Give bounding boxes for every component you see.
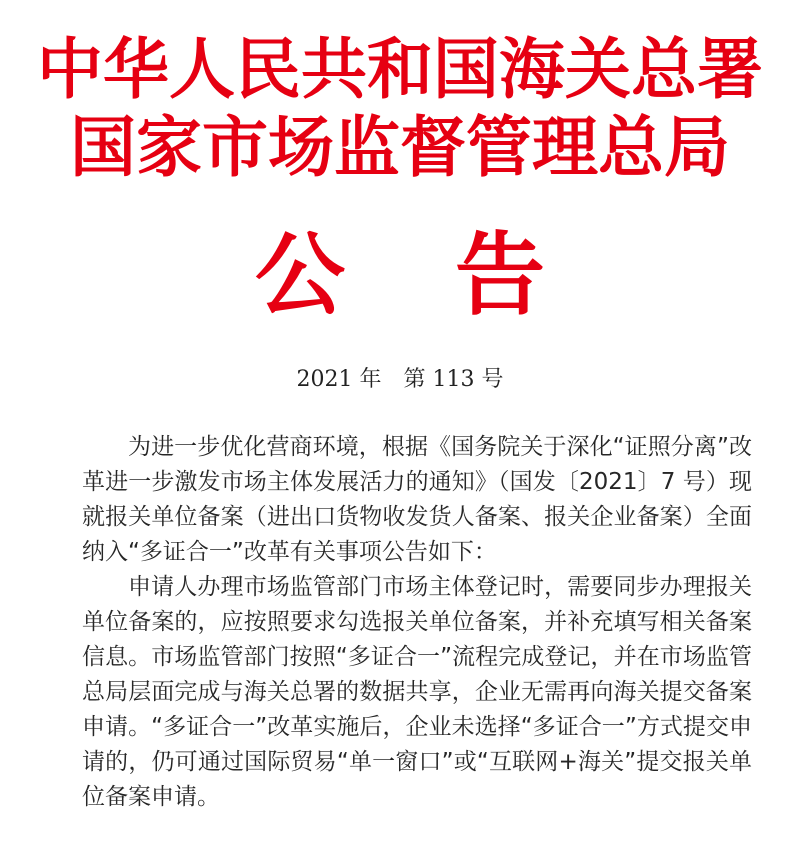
paragraph-intro: 为进一步优化营商环境，根据《国务院关于深化“证照分离”改革进一步激发市场主体发展活力的通知》（国发〔2021〕7 号）现就报关单位备案（进出口货物收发货人备案、报关企业备案）全面纳入“多证合一”改革有关事项公告如下： xyxy=(82,434,752,565)
issuer-market-regulation: 国家市场监督管理总局 xyxy=(70,109,730,186)
document-title: 公告 xyxy=(255,223,655,328)
paragraph-procedure: 申请人办理市场监管部门市场主体登记时，需要同步办理报关单位备案的，应按照要求勾选报关单位备案，并补充填写相关备案信息。市场监管部门按照“多证合一”流程完成登记，并在市场监管总局层面完成与海关总署的数据共享，企业无需再向海关提交备案申请。“多证合一”改革实施后，企业未选择“多证合一”方式提交申请的，仍可通过国际贸易“单一窗口”或“互联网+海关”提交报关单位备案申请。 xyxy=(82,574,752,810)
document-number: 2021 年 第 113 号 xyxy=(296,367,504,392)
announcement-body xyxy=(82,430,752,815)
issuer-customs: 中华人民共和国海关总署 xyxy=(37,31,763,108)
